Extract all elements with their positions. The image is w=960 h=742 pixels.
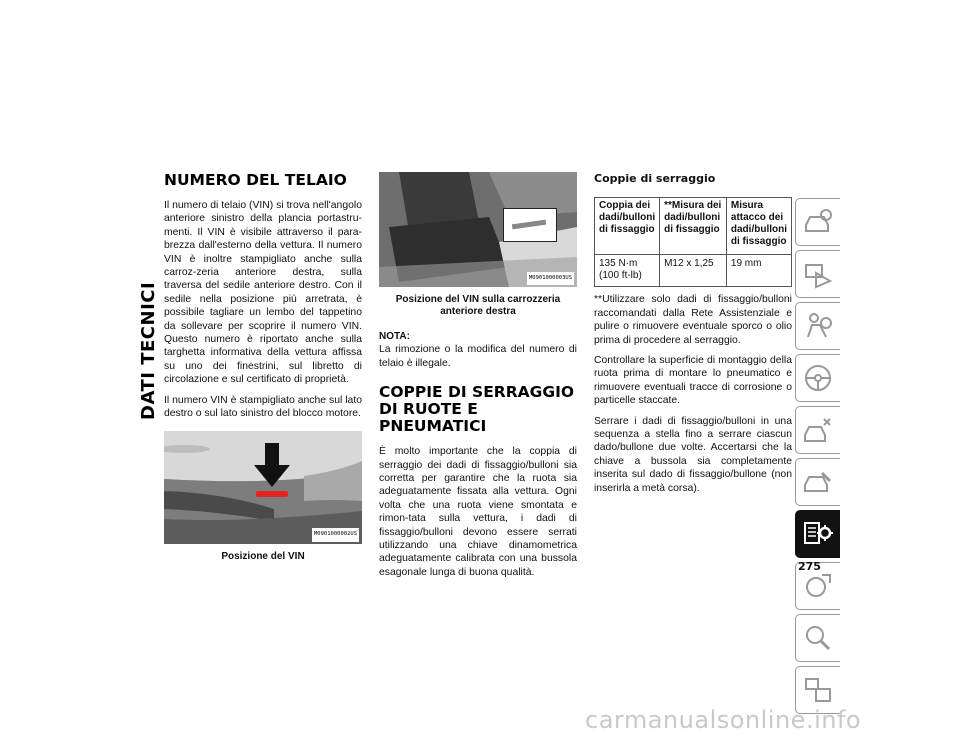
vin-plate-detail xyxy=(512,220,546,230)
torque-note-paragraph: **Utilizzare solo dadi di fissaggio/bulloni raccomandati dalla Rete Assistenziale e pulire o rimuovere eventuale sporco o olio prima di procedere al serraggio. xyxy=(594,294,792,346)
watermark: carmanualsonline.info xyxy=(585,706,862,734)
vin-paragraph-1: Il numero di telaio (VIN) si trova nell'angolo anteriore sinistro della plancia portastru-menti. Il VIN è visibile attraverso il para-brezza dall'esterno della vettura. Il numero VIN è inoltre stampigliato anche sulla carroz-zeria anteriore destra, sulla traversa del sedile anteriore destro. Con il sedile nella posizione più arretrata, è possibile tagliare un lembo del tappetino da sollevare per scoprire il numero VIN. Questo numero è riportato anche sulla targhetta informativa della vettura affissa su uno dei finestrini, sul libretto di circolazione e sul certificato di proprietà. xyxy=(164,200,362,386)
figure-vin-body xyxy=(379,172,577,287)
tab-car-info[interactable] xyxy=(795,198,840,246)
chapter-tabs xyxy=(795,198,841,718)
heading-torque: COPPIE DI SERRAGGIO DI RUOTE E PNEUMATICI xyxy=(379,383,575,436)
car-service-icon xyxy=(802,467,834,497)
car-crash-icon xyxy=(802,415,834,445)
multimedia-icon xyxy=(802,571,834,601)
torque-paragraph: È molto importante che la coppia di serraggio dei dadi di fissaggio/bulloni sia corretta per garantire che la ruota sia adeguatamente fissata alla vettura. Ogni volta che una ruota viene smontata e rimon-tata sulla vettura, i dadi di fissaggio/bulloni devono essere serrati utilizzando una chiave dinamometrica adeguatamente calibrata con una bussola esagonale lunga di buona qualità. xyxy=(379,446,577,578)
page-number: 275 xyxy=(798,560,821,573)
arrow-down-icon xyxy=(252,443,292,489)
tab-technical-specs[interactable] xyxy=(795,510,840,558)
languages-icon xyxy=(802,675,834,705)
chapter-title-text: DATI TECNICI xyxy=(138,281,159,420)
table-header-cell: Coppia dei dadi/bulloni di fissaggio xyxy=(595,198,660,255)
tab-driving[interactable] xyxy=(795,354,840,402)
tab-emergency[interactable] xyxy=(795,406,840,454)
table-header-cell: **Misura dei dadi/bulloni di fissaggio xyxy=(660,198,727,255)
column-torque-intro xyxy=(379,172,577,586)
table-header-cell: Misura attacco dei dadi/bulloni di fissaggio xyxy=(726,198,791,255)
figure-code: M0901000002US xyxy=(312,528,359,541)
torque-paragraph-3: Serrare i dadi di fissaggio/bulloni in una sequenza a stella fino a serrare ciascun dado/bullone due volte. Accertarsi che la chiave a bussola sia completamente inserita sul dado di fissaggio/bullone (non inserirla a metà corsa). xyxy=(594,415,792,494)
vin-paragraph-2: Il numero VIN è stampigliato anche sul lato destro o sul lato sinistro del blocco motore. xyxy=(164,394,362,420)
dashboard-lights-icon xyxy=(802,259,834,289)
steering-wheel-icon xyxy=(802,363,834,393)
chapter-side-title xyxy=(136,172,158,420)
heading-torque-values: Coppie di serraggio xyxy=(594,172,716,185)
tab-index[interactable] xyxy=(795,614,840,662)
table-cell: 19 mm xyxy=(726,255,791,287)
figure-code: M0901000003US xyxy=(527,272,574,285)
figure-caption-body: Posizione del VIN sulla carrozzeria anteriore destra xyxy=(395,294,561,317)
figure-caption-vin: Posizione del VIN xyxy=(221,550,305,562)
column-vin xyxy=(164,172,362,563)
safety-airbag-icon xyxy=(802,311,834,341)
note-label: NOTA: xyxy=(379,331,410,342)
search-index-icon xyxy=(802,623,834,653)
table-cell: M12 x 1,25 xyxy=(660,255,727,287)
torque-table xyxy=(594,197,792,287)
tab-service[interactable] xyxy=(795,458,840,506)
note-text: La rimozione o la modifica del numero di telaio è illegale. xyxy=(379,344,577,369)
vin-location-marker xyxy=(256,491,288,497)
technical-specs-icon xyxy=(802,519,834,549)
vin-detail-inset xyxy=(503,208,557,242)
table-header-row xyxy=(595,198,792,255)
table-row xyxy=(595,255,792,287)
table-cell: 135 N·m (100 ft-lb) xyxy=(595,255,660,287)
heading-vin: NUMERO DEL TELAIO xyxy=(164,171,347,189)
figure-vin-dashboard xyxy=(164,431,362,544)
column-torque-table xyxy=(594,172,792,502)
tab-dashboard-lights[interactable] xyxy=(795,250,840,298)
car-info-icon xyxy=(802,207,834,237)
torque-paragraph-2: Controllare la superficie di montaggio della ruota prima di montare lo pneumatico e rimuovere eventuali tracce di corrosione o particelle staccate. xyxy=(594,355,792,407)
tab-safety[interactable] xyxy=(795,302,840,350)
